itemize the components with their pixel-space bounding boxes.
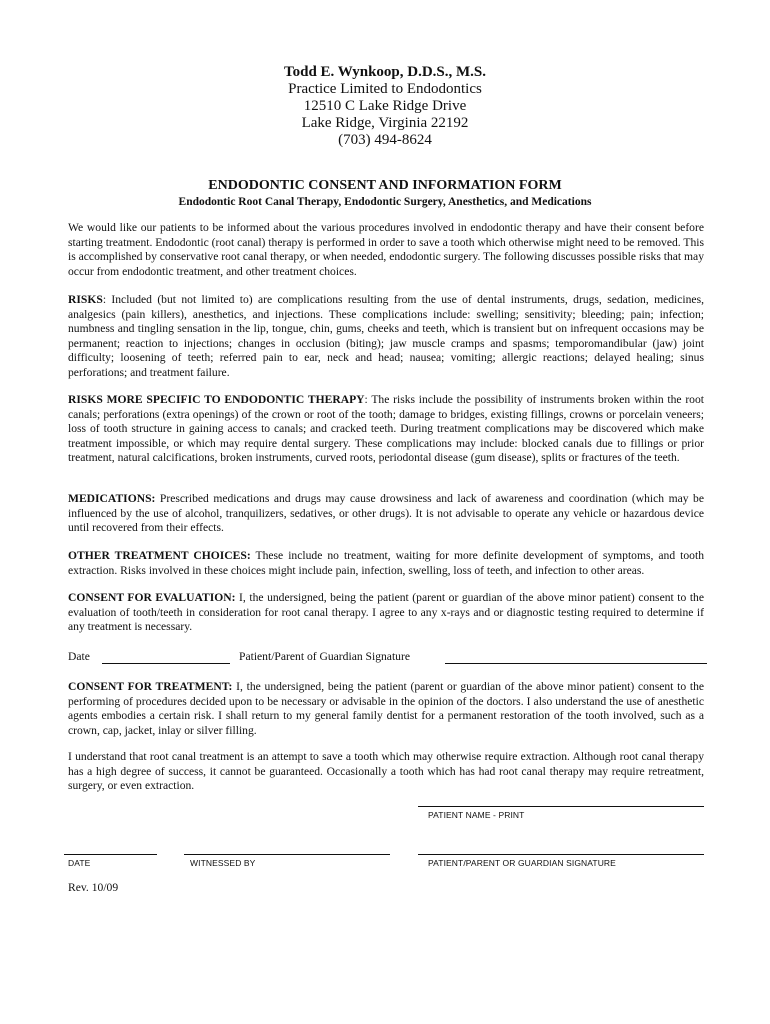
intro-paragraph: We would like our patients to be informed about the various procedures involved in endodontic therapy and have their consent before starting treatment. Endodontic (root canal) therapy is performed in order to save a tooth which otherwise might need to be removed. This is accomplished by conservative root canal therapy, or when needed, endodontic surgery. The following discusses possible risks that may occur from endodontic treatment, and other treatment choices. xyxy=(68,221,704,278)
risks-heading: RISKS xyxy=(68,293,103,306)
revision-label: Rev. 10/09 xyxy=(68,881,119,894)
form-title-block xyxy=(0,178,770,209)
date-label: Date xyxy=(68,650,90,663)
risks-specific-heading: RISKS MORE SPECIFIC TO ENDODONTIC THERAPY xyxy=(68,393,365,406)
signature-line[interactable] xyxy=(445,663,707,664)
consent-evaluation-text: I, the undersigned, being the patient (parent or guardian of the above minor patient) consent to the evaluation of tooth/teeth in consideration for root canal therapy. I agree to any x-rays and or diagnostic testing required to determine if any treatment is necessary. xyxy=(68,591,705,634)
phone-number: (703) 494-8624 xyxy=(338,132,432,148)
letterhead xyxy=(0,64,770,149)
bottom-date-line[interactable] xyxy=(64,854,157,855)
witness-line[interactable] xyxy=(184,854,390,855)
consent-evaluation-paragraph xyxy=(68,591,704,635)
other-choices-text: These include no treatment, waiting for more definite development of symptoms, and tooth extraction. Risks involved in these choices might include pain, infection, swelling, loss of teeth, and infection to other areas. xyxy=(68,549,705,577)
risks-paragraph xyxy=(68,293,704,381)
patient-name-label: PATIENT NAME - PRINT xyxy=(428,810,525,820)
bottom-date-label: DATE xyxy=(68,858,91,868)
witness-label: WITNESSED BY xyxy=(190,858,256,868)
city-address: Lake Ridge, Virginia 22192 xyxy=(301,115,469,131)
street-address: 12510 C Lake Ridge Drive xyxy=(303,98,467,114)
signature-label: Patient/Parent of Guardian Signature xyxy=(239,650,410,663)
patient-name-line[interactable] xyxy=(418,806,704,807)
doctor-name: Todd E. Wynkoop, D.D.S., M.S. xyxy=(283,64,487,80)
form-subtitle: Endodontic Root Canal Therapy, Endodontic Surgery, Anesthetics, and Medications xyxy=(178,196,592,208)
consent-evaluation-heading: CONSENT FOR EVALUATION: xyxy=(68,591,236,604)
risks-text: : Included (but not limited to) are complications resulting from the use of dental instruments, drugs, sedation, medicines, analgesics (pain killers), anesthetics, and injections. These complications include: swelling; sensitivity; bleeding; pain; infection; numbness and tingling sensation in the lip, tongue, chin, gums, cheeks and teeth, which is transient but on infrequent occasions may be permanent; reaction to injections; changes in occlusion (biting); jaw muscle cramps and spasms; temporomandibular (jaw) joint difficulty; loosening of teeth; referred pain to ear, neck and head; nausea; vomiting; allergic reactions; delayed healing; sinus perforations; and treatment failure. xyxy=(68,293,704,379)
patient-signature-line[interactable] xyxy=(418,854,704,855)
medications-paragraph xyxy=(68,492,704,536)
risks-specific-text: : The risks include the possibility of instruments broken within the root canals; perforations (extra openings) of the crown or root of the tooth; damage to bridges, existing fillings, crowns or porcelain veneers; loss of tooth structure in gaining access to canals; and cracked teeth. During treatment complications may be discovered which make treatment impossible, or which may require dental surgery. These complications may include: blocked canals due to fillings or prior treatment, natural calcifications, broken instruments, curved roots, periodontal disease (gum disease), splits or fractures of the teeth. xyxy=(68,393,704,465)
patient-signature-label: PATIENT/PARENT OR GUARDIAN SIGNATURE xyxy=(428,858,616,868)
medications-heading: MEDICATIONS: xyxy=(68,492,156,505)
other-choices-paragraph xyxy=(68,549,704,578)
consent-treatment-paragraph xyxy=(68,680,704,738)
date-line[interactable] xyxy=(102,663,230,664)
consent-treatment-heading: CONSENT FOR TREATMENT: xyxy=(68,680,233,693)
understand-paragraph: I understand that root canal treatment is an attempt to save a tooth which may otherwise require extraction. Although root canal therapy has a high degree of success, it cannot be guaranteed. Occasionally a tooth which has had root canal therapy may require retreatment, surgery, or even extraction. xyxy=(68,750,704,793)
form-title: ENDODONTIC CONSENT AND INFORMATION FORM xyxy=(208,178,562,193)
consent-treatment-text: I, the undersigned, being the patient (parent or guardian of the above minor patient) consent to the performing of procedures decided upon to be necessary or advisable in the opinion of the doctors. I also understand the use of anesthetic agents embodies a certain risk. I shall return to my general family dentist for a permanent restoration of the tooth involved, such as a crown, cap, jacket, inlay or silver filling. xyxy=(68,680,705,737)
evaluation-signature-row xyxy=(68,650,708,666)
medications-text: Prescribed medications and drugs may cause drowsiness and lack of awareness and coordination (which may be influenced by the use of alcohol, tranquilizers, sedatives, or other drugs). It is not advisable to operate any vehicle or hazardous device until recovered from their effects. xyxy=(68,492,704,535)
practice-line: Practice Limited to Endodontics xyxy=(288,81,482,97)
other-choices-heading: OTHER TREATMENT CHOICES: xyxy=(68,549,251,562)
risks-specific-paragraph xyxy=(68,393,704,466)
